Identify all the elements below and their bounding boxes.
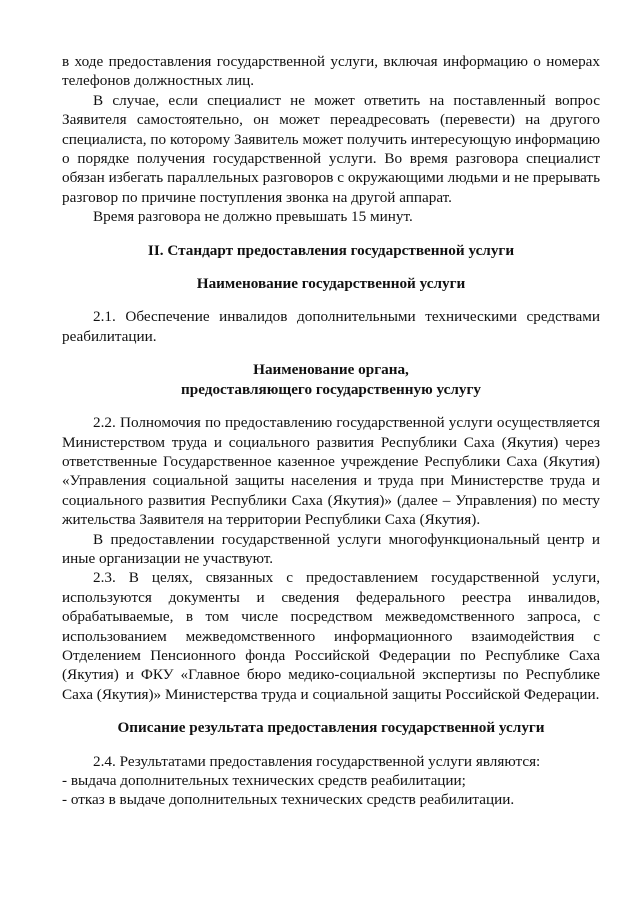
spacer [62, 738, 600, 752]
spacer [62, 399, 600, 413]
result-item-refusal: - отказ в выдаче дополнительных технических средств реабилитации. [62, 791, 515, 809]
result-item-issue: - выдача дополнительных технических средств реабилитации; [62, 772, 466, 789]
spacer [62, 260, 600, 274]
spacer [62, 346, 600, 360]
spacer [62, 704, 600, 718]
paragraph-2-1: 2.1. Обеспечение инвалидов дополнительными техническими средствами реабилитации. [62, 308, 600, 345]
paragraph-2-2: 2.2. Полномочия по предоставлению государственной услуги осуществляется Министерством труда и социального развития Республики Саха (Якутия) через ответственные Государственное казенное учреждение Республики Саха (Якутия) «Управления социальной защиты населения и труда при Министерстве труда и социального развития Республики Саха (Якутия)» (далее – Управления) по месту жительства Заявителя на территории Республики Саха (Якутия). [62, 414, 600, 529]
paragraph-2-3: 2.3. В целях, связанных с предоставлением государственной услуги, используются документы и сведения федерального реестра инвалидов, обрабатываемые, в том числе посредством межведомственного запроса, с использованием межведомственного информационного взаимодействия с Отделением Пенсионного фонда Российской Федерации по Республике Саха (Якутия) и ФКУ «Главное бюро медико-социальной экспертизы по Республике Саха (Якутия)» Министерства труда и социальной защиты Российской Федерации. [62, 569, 600, 703]
spacer [62, 293, 600, 307]
spacer [62, 227, 600, 241]
paragraph-redirect-call: В случае, если специалист не может ответить на поставленный вопрос Заявителя самостоятельно, он может переадресовать (перевести) на другого специалиста, по которому Заявитель может получить интересующую информацию о порядке получения государственной услуги. Во время разговора специалист обязан избегать параллельных разговоров с окружающими людьми и не прерывать разговор по причине поступления звонка на другой аппарат. [62, 91, 600, 206]
heading-service-name: Наименование государственной услуги [196, 275, 466, 293]
paragraph-contact-info: в ходе предоставления государственной услуги, включая информацию о номерах телефонов должностных лиц. [62, 53, 600, 90]
paragraph-call-duration: Время разговора не должно превышать 15 минут. [93, 208, 413, 226]
section-title: II. Стандарт предоставления государственной услуги [147, 241, 515, 259]
heading-organ-line1: Наименование органа, [253, 361, 409, 379]
heading-organ-line2: предоставляющего государственную услугу [181, 380, 481, 398]
heading-result: Описание результата предоставления государственной услуги [117, 719, 545, 737]
paragraph-2-4: 2.4. Результатами предоставления государственной услуги являются: [93, 752, 541, 770]
paragraph-mfc: В предоставлении государственной услуги многофункциональный центр и иные организации не участвуют. [62, 530, 600, 567]
